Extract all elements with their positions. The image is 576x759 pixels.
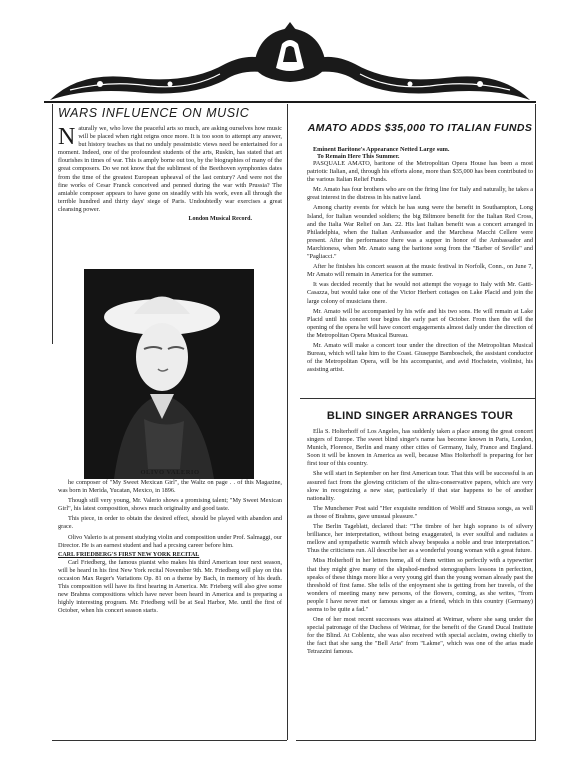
right-column-bottom-rule (296, 740, 536, 741)
valerio-p1: he composer of "My Sweet Mexican Girl", the Waltz on page . . of this Magazine, was born in Merida, Yucatan, Mexico, in 1896. (58, 479, 282, 495)
blind-p4: The Berlin Tageblatt, declared that: "The timbre of her high soprano is of silvery brilliance, her interpretation, without being exaggerated, is ever soulful and radiates a mellow and sympathetic warmth which alway bespeaks a noble and true interpretation." Thus the criticisms run. All describe her as a wonderful young woman with a great future. (307, 523, 533, 555)
amato-lead-2: To Remain Here This Summer. (317, 153, 400, 160)
blind-p5: Miss Holterhoff in her letters home, all of them written so perfectly with a typewriter that they might give many of the slipshod-method stenographers lessons in perfection, speaks of these things more like a very young girl than the young woman already past the threshold of first fame. She tells of the enjoyment she is getting from her travels, of the wonders of meeting many new persons, of the flowers, coming, as she writes, "from people I have never met or famous singer as a friend, which in this country (Germany) seems to be quite a fad." (307, 557, 533, 613)
amato-article (307, 122, 533, 376)
amato-title: AMATO ADDS $35,000 TO ITALIAN FUNDS (307, 122, 533, 134)
blind-p3: The Munchener Post said "Her exquisite rendition of Wolff and Strauss songs, as well as those of Brahms, gave unusual pleasure." (307, 504, 533, 520)
blind-p1: Ella S. Holterhoff of Los Angeles, has suddenly taken a place among the great concert singers of Europe. The sweet blind singer's name has become known in Paris, London, Munich, Florence, Berlin and many other cities of Germany, Italy, France and England. Soon it will be known in America as well, because Miss Holterhoff is preparing for her first tour of this country. (307, 428, 533, 468)
blind-singer-article (307, 410, 533, 659)
blind-p2: She will start in September on her first American tour. That this will be successful is an assured fact from the glowing criticism of the ultra-conservative papers, which are very slow in recognizing a new star, particularly if that star happens to be of another nationality. (307, 470, 533, 502)
right-column-border-lower (535, 398, 536, 740)
amato-p7: Mr. Amato will make a concert tour under the direction of the Metropolitan Musical Bureau, which will take him to the Coast. Giuseppe Bamboschek, the assistant conductor of the Metropolitan Opera, will be his accompanist, and avid Hochstein, violinist, his assisting artist. (307, 341, 533, 374)
amato-p4: After he finishes his concert season at the music festival in Norfolk, Conn., on June 7, Mr Amato will remain in America for the summer. (307, 263, 533, 279)
ornamental-header (40, 18, 540, 104)
left-column-bottom-rule (52, 740, 287, 741)
wars-influence-title: WARS INFLUENCE ON MUSIC (58, 106, 250, 120)
friedberg-title: CARL FRIEDBERG'S FIRST NEW YORK RECITAL (58, 551, 200, 558)
left-column-border-right (287, 104, 288, 740)
photo-caption: OLIVO VALERIO (140, 469, 200, 476)
friedberg-body: Carl Friedberg, the famous pianist who makes his third American tour next season, will be heard in his first New York recital November 9th. Mr. Friedberg will play on this occasion Max Reger's Variations Op. 81 on a theme by Bach, in memory of his death. This composition will have its first hearing in America. Mr. Frieberg will also give some new Brahms compositions which have never been heard in America and is preparing a highly interesting program. Mr. Friedberg will be at Seal Harbor, Me. until the first of October, when his concert season starts. (58, 558, 282, 615)
portrait-illustration (84, 269, 254, 479)
olivo-valerio-photo (84, 269, 254, 479)
blind-p6: One of her most recent successes was attained at Weimar, where she sang under the special patronage of the Duchess of Weimar, for the benefit of the Grand Ducal Institute for the Blind. At Coblentz, she was also received with special acclaim, owing chiefly to the fact that she sang the "Bell Aria" from "Lakme", which was one of the arias made Tetrazzini famous. (307, 616, 533, 656)
amato-p5: It was decided recently that he would not attempt the voyage to Italy with Mr. Gatti-Casazza, but would take one of the Victor Herbert cottages on Lake Placid and join the large colony of musicians there. (307, 281, 533, 305)
amato-p3: Among charity events for which he has sung were the benefit in Southampton, Long Island, for Italian wounded soldiers; the big Biltmore benefit for the Italian Red Cross, and the Italia War Relief on Jan. 22. His last Italian benefit was a concert arranged in Philadelphia, when the Italian Ambassador and the Marchesa Macchi Cellere were present. After the performance there was a supper in honor of the Ambassador and Marchioness, when Mr. Amato sang the baritone song from the "Barber of Seville" and "Pagliacci." (307, 204, 533, 261)
amato-lead-1: Eminent Baritone's Appearance Netted Large sum. (313, 146, 450, 153)
right-column-divider (300, 398, 536, 399)
blind-singer-title: BLIND SINGER ARRANGES TOUR (326, 410, 514, 422)
dropcap: N (58, 124, 76, 150)
amato-p6: Mr. Amato will be accompanied by his wife and his two sons. He will remain at Lake Placid until his concert tour begins the early part of October. From then the will the opening of the opera he will have concert engagements almost daily under the direction of the Metropolitan Opera Musical Bureau. (307, 307, 533, 339)
left-column-border (52, 104, 53, 344)
valerio-article (58, 466, 282, 617)
amato-p1: PASQUALE AMATO, baritone of the Metropolitan Opera House has been a most patriotic Italian, and, through his efforts alone, more than $35,000 has been contributed to the various Italian Relief Funds. (307, 160, 533, 184)
valerio-p2: Though still very young, Mr. Valerio shows a promising talent; "My Sweet Mexican Girl", his latest composition, shows much originality and good taste. (58, 497, 282, 513)
amato-p2: Mr. Amato has four brothers who are on the firing line for Italy and naturally, he takes a great interest in the distress in his native land. (307, 186, 533, 202)
wars-influence-article (58, 125, 282, 222)
valerio-p3: This piece, in order to obtain the desired effect, should be played with abandon and grace. (58, 515, 282, 531)
wars-influence-source: London Musical Record. (188, 216, 252, 223)
wars-influence-body: aturally we, who love the peaceful arts so much, are asking ourselves how music will be placed when right reigns once more. It is too soon to attempt any answer, but history teaches us that no unduly pessimistic views need be entertained for a moment. Indeed, one of the profoundest students of the arts, Ruskin, has stated that art flourishes in times of war. This is amply borne out too, by the biographies of many of the great composers. Do we not know that the sublimest of the Beethoven symphonies dates from the time of the greatest European upheaval of the last century? And were not the fine works of Cesar Franck conceived and penned during the war with Prussia? The amiable composer appears to have gone on steadily with his work, even all through the terrible hundred and thirty days' siege of Paris. Undoubtedly war exercises a great cleansing power. (58, 125, 282, 213)
right-column-border (535, 104, 536, 398)
valerio-p4: Olivo Valerio is at present studying violin and composition under Prof. Salmaggi, our Director. He is an earnest student and had a prcsing career before him. (58, 533, 282, 549)
